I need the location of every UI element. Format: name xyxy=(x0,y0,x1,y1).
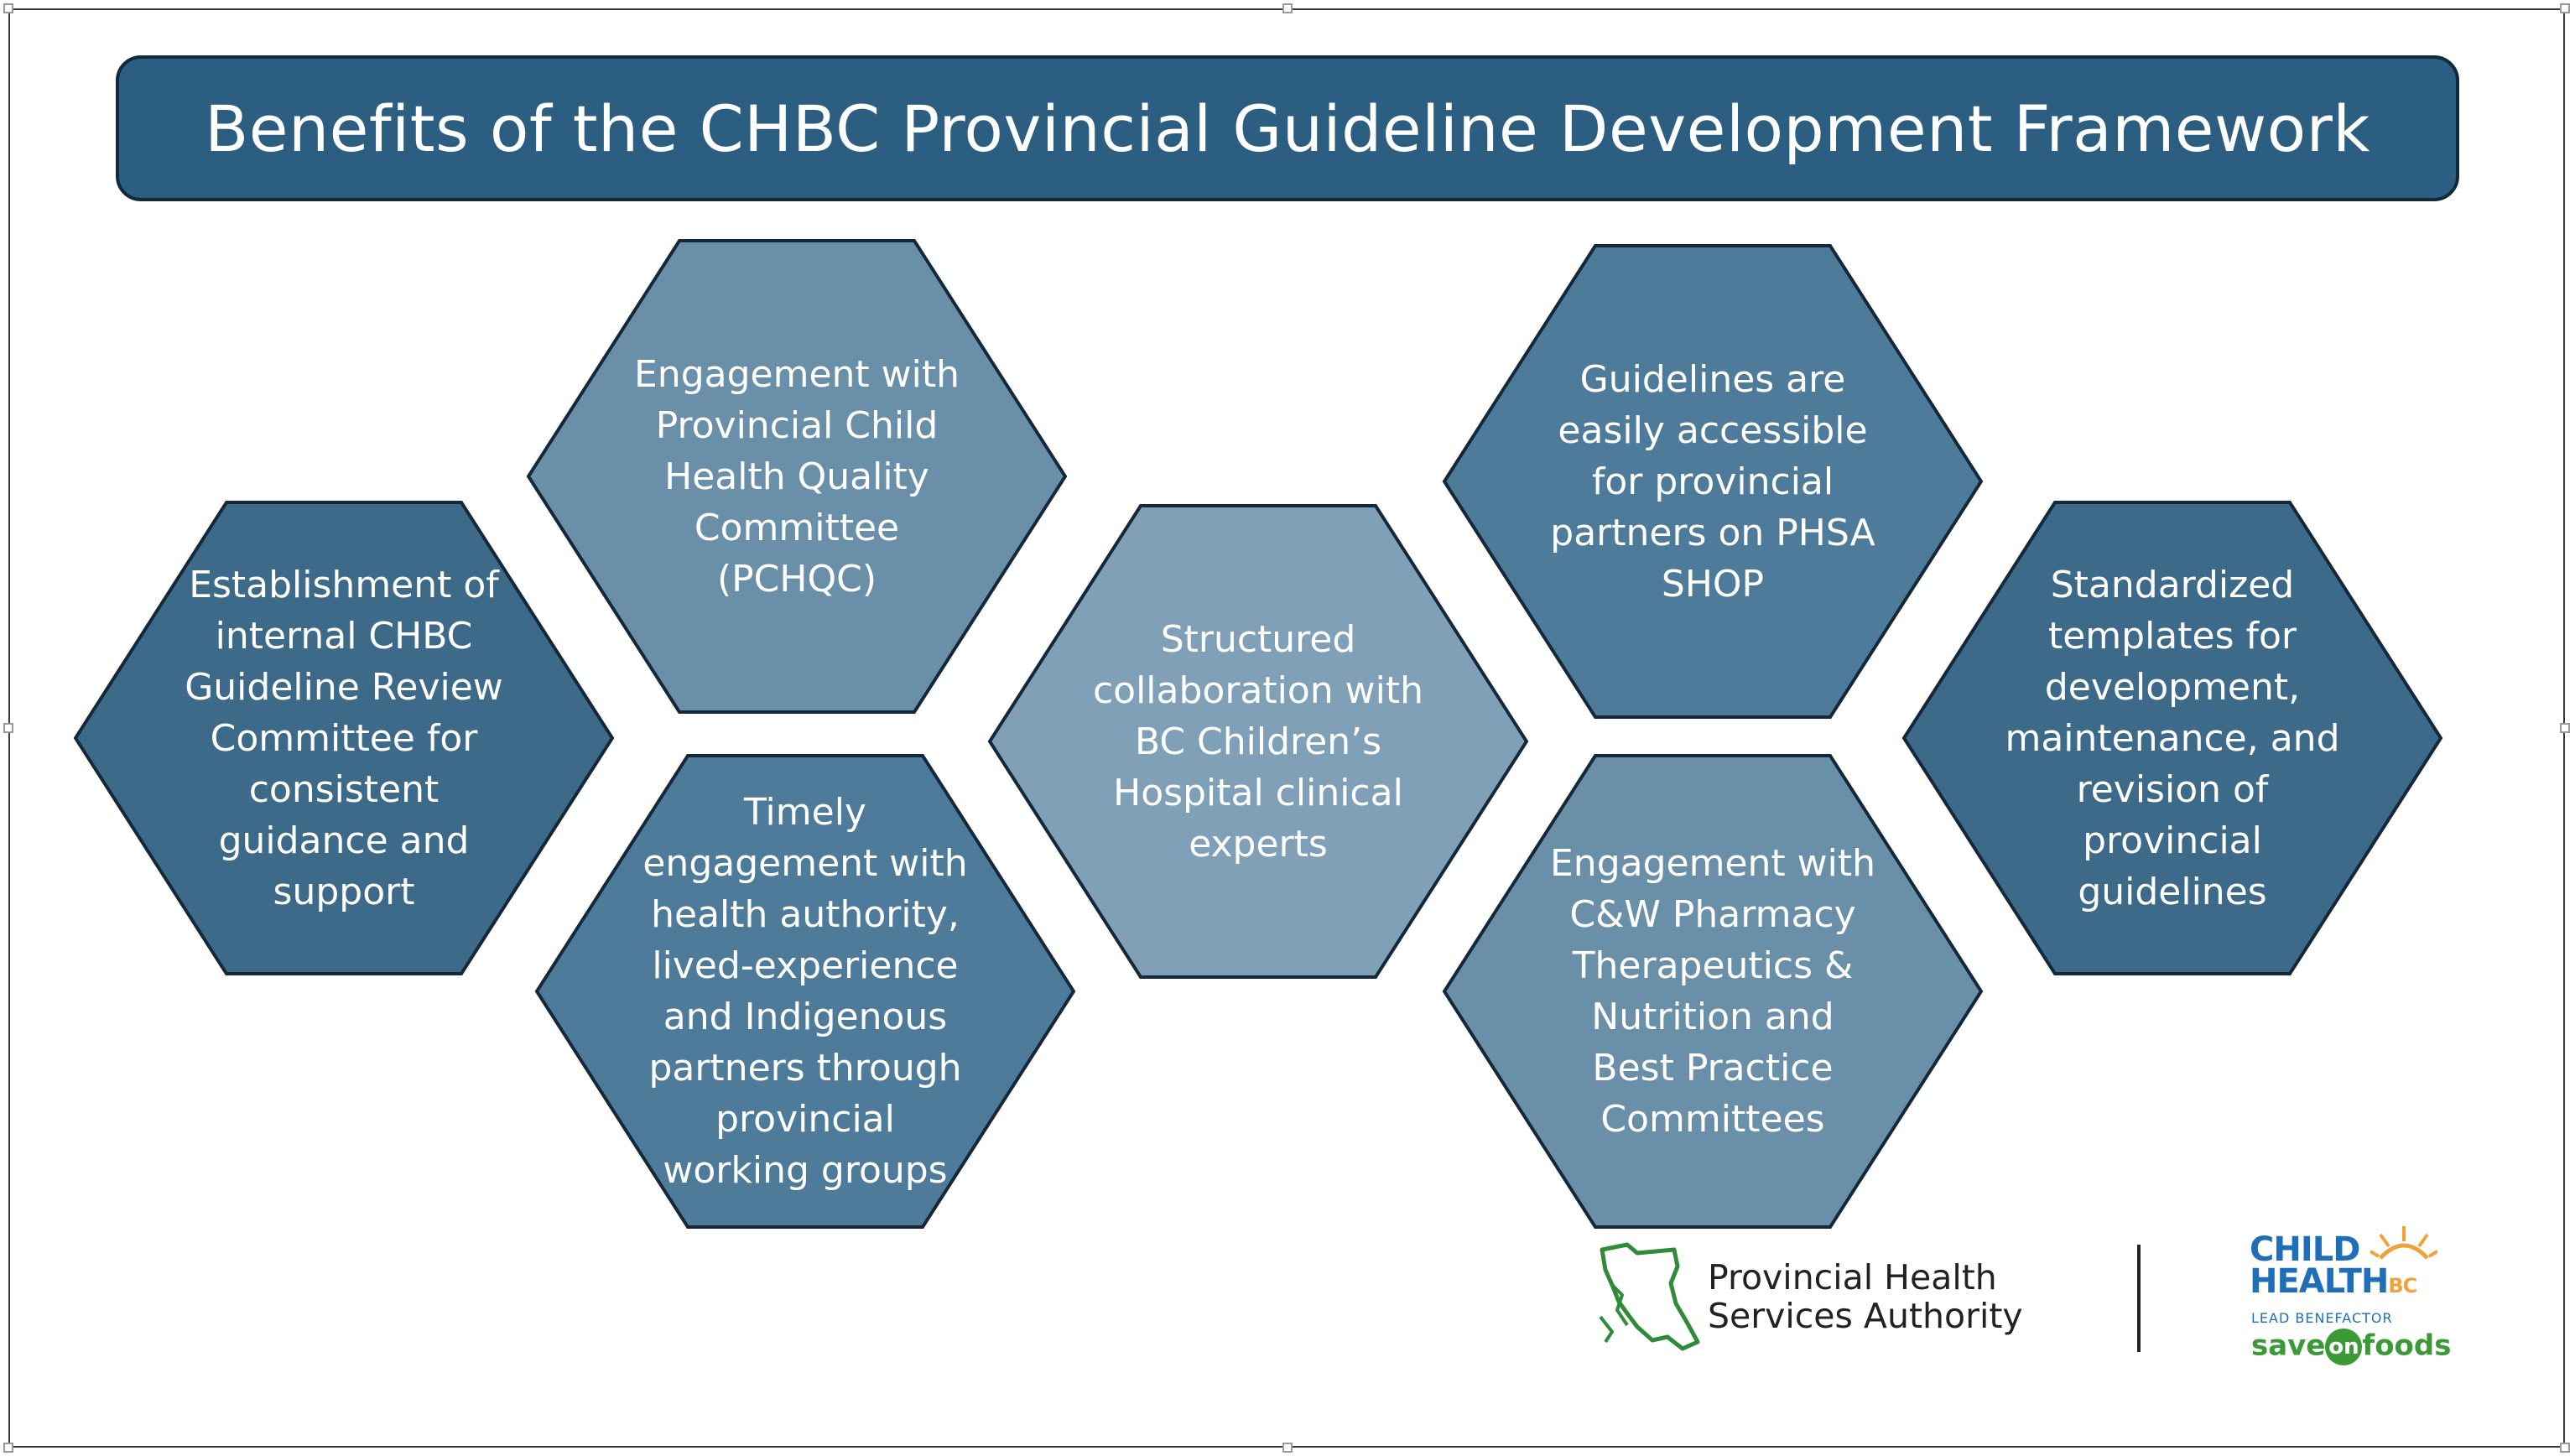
sponsor-post: foods xyxy=(2362,1329,2452,1363)
phsa-logo xyxy=(1594,1233,2063,1359)
lead-benefactor-label: LEAD BENEFACTOR xyxy=(2251,1310,2393,1326)
page-title: Benefits of the CHBC Provincial Guideline Development Framework xyxy=(205,91,2370,166)
child-health-bc-logo xyxy=(2245,1225,2463,1367)
hexagon-label-accessible: Guidelines are easily accessible for provincial partners on PHSA SHOP xyxy=(1550,357,1875,606)
chbc-line2-main: HEALTH xyxy=(2250,1262,2389,1301)
chbc-line2-suffix: BC xyxy=(2388,1274,2417,1297)
hexagon-label-internal-review: Establishment of internal CHBC Guideline Review Committee for consistent guidance and support xyxy=(185,563,503,913)
hexagon-label-templates: Standardized templates for development, maintenance, and revision of provincial guidelines xyxy=(2005,563,2340,913)
logo-divider xyxy=(2137,1245,2141,1352)
hexagon-label-pharmacy: Engagement with C&W Pharmacy Therapeutics & Nutrition and Best Practice Committees xyxy=(1550,842,1875,1141)
save-on-foods-logo xyxy=(2251,1329,2452,1365)
sponsor-pre: save xyxy=(2251,1329,2326,1363)
phsa-name: Provincial Health Services Authority xyxy=(1708,1257,2023,1336)
hexagon-label-timely-engagement: Timely engagement with health authority, lived-experience and Indigenous partners through provincial working groups xyxy=(642,791,968,1192)
sun-icon xyxy=(2370,1225,2437,1266)
chbc-line1: CHILD xyxy=(2250,1230,2360,1269)
sponsor-on: on xyxy=(2325,1329,2362,1365)
hexagon-label-pchqc: Engagement with Provincial Child Health Quality Committee (PCHQC) xyxy=(634,352,960,601)
bc-map-icon xyxy=(1594,1233,1711,1359)
hexagon-label-structured-collab: Structured collaboration with BC Children’s Hospital clinical experts xyxy=(1092,617,1424,866)
chbc-line2 xyxy=(2250,1262,2417,1303)
